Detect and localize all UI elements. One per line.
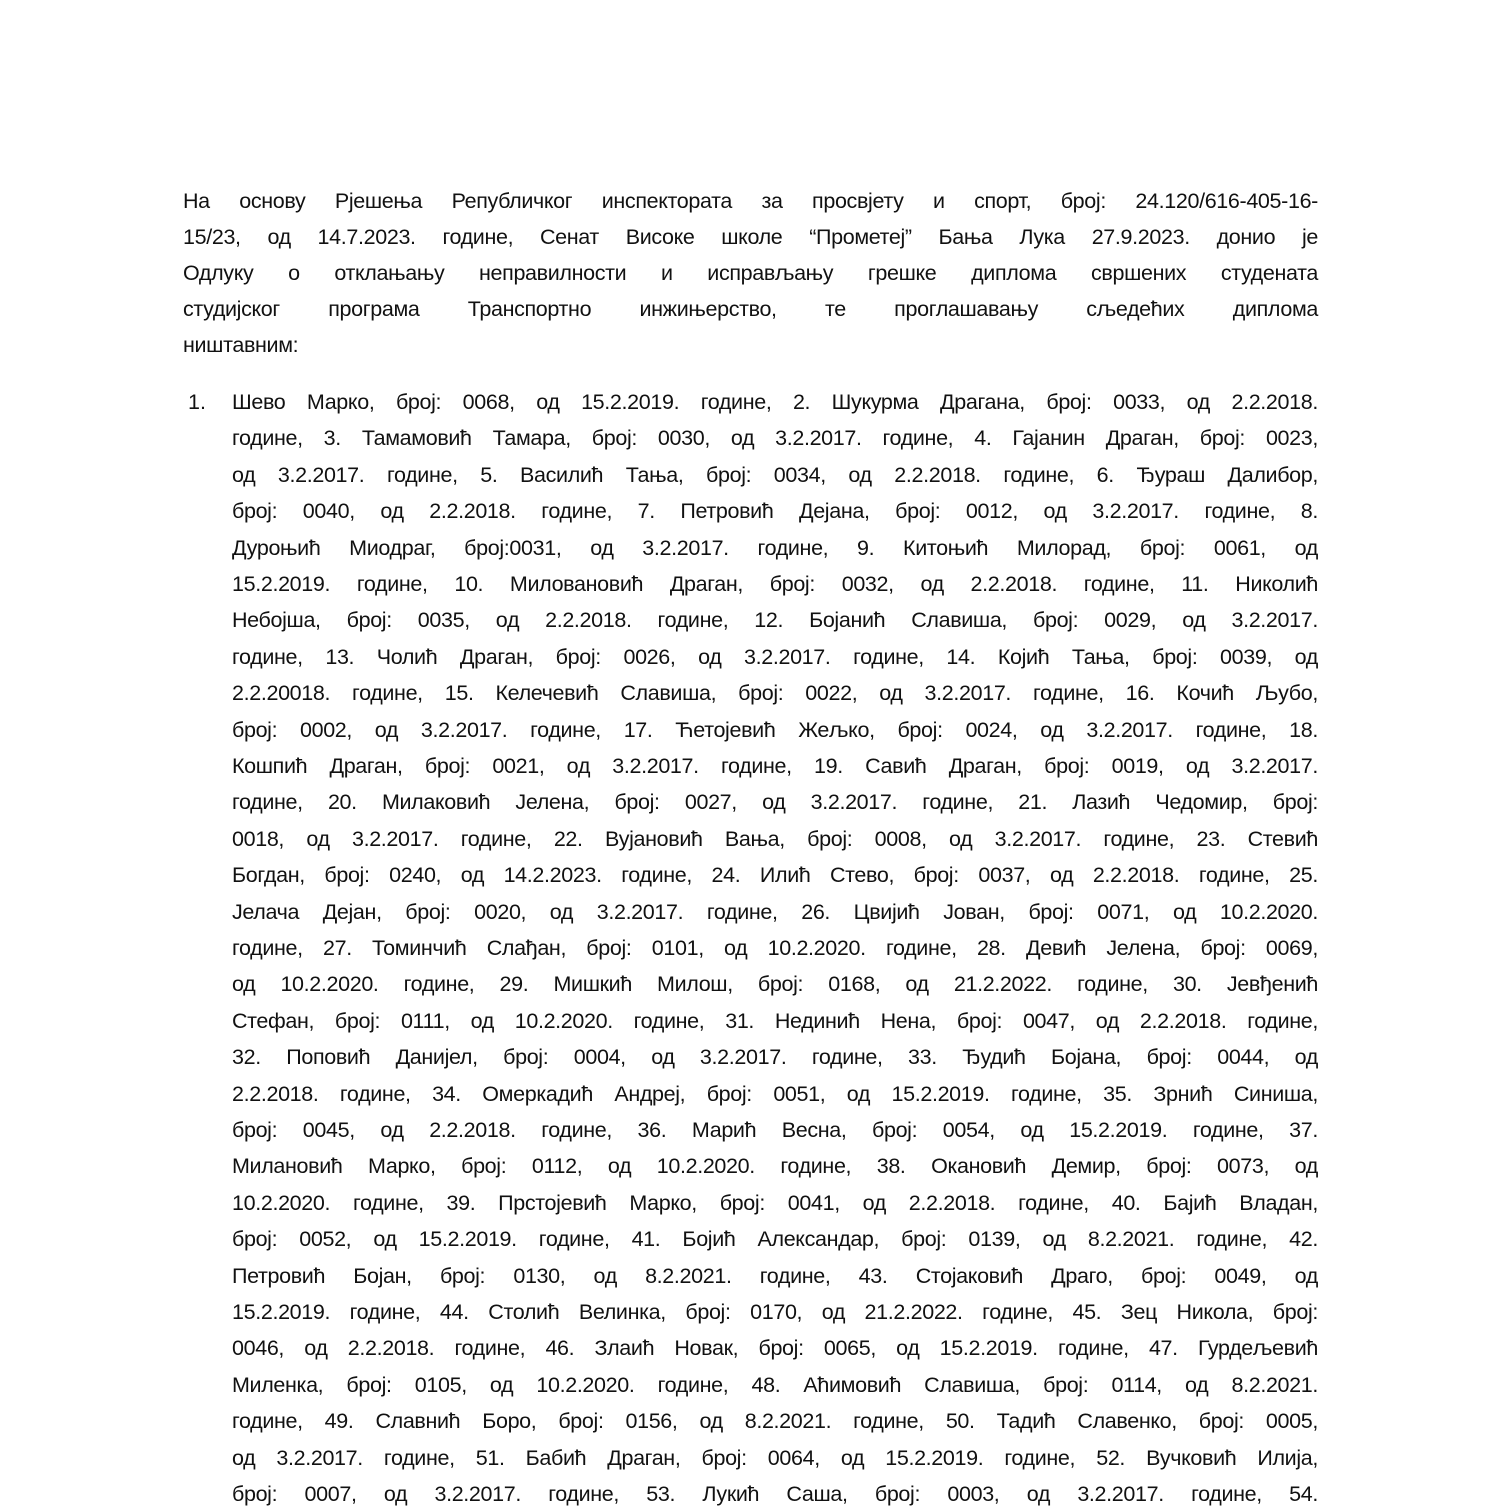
list-line: године, 49. Славнић Боро, број: 0156, од 8.2.2021. године, 50. Тадић Славенко, број: 0005, [232, 1409, 1318, 1434]
list-line: број: 0045, од 2.2.2018. године, 36. Марић Весна, број: 0054, од 15.2.2019. године, 37. [232, 1118, 1318, 1142]
list-line: 0046, од 2.2.2018. године, 46. Злаић Новак, број: 0065, од 15.2.2019. године, 47. Гурдељевић [232, 1336, 1318, 1361]
list-line: 2.2.20018. године, 15. Келечевић Славиша, број: 0022, од 3.2.2017. године, 16. Кочић Љубо, [232, 681, 1318, 706]
list-line: 32. Поповић Данијел, број: 0004, од 3.2.2017. године, 33. Ђудић Бојана, број: 0044, од [232, 1045, 1318, 1070]
list-line: Кошпић Драган, број: 0021, од 3.2.2017. године, 19. Савић Драган, број: 0019, од 3.2.2017. [232, 754, 1318, 778]
list-line: године, 13. Чолић Драган, број: 0026, од 3.2.2017. године, 14. Којић Тања, број: 0039, од [232, 644, 1318, 669]
list-line: Богдан, број: 0240, од 14.2.2023. године, 24. Илић Стево, број: 0037, од 2.2.2018. године, 25. [232, 863, 1318, 888]
list-line: године, 27. Томинчић Слађан, број: 0101, од 10.2.2020. године, 28. Девић Јелена, број: 0069, [232, 936, 1318, 960]
list-line: број: 0040, од 2.2.2018. године, 7. Петровић Дејана, број: 0012, од 3.2.2017. године, 8. [232, 499, 1318, 524]
list-line: број: 0007, од 3.2.2017. године, 53. Лукић Саша, број: 0003, од 3.2.2017. године, 54. [232, 1482, 1318, 1506]
list-line: 2.2.2018. године, 34. Омеркадић Андреј, број: 0051, од 15.2.2019. године, 35. Зрнић Синиша, [232, 1081, 1318, 1106]
list-line: 15.2.2019. године, 10. Миловановић Драган, број: 0032, од 2.2.2018. године, 11. Николић [232, 572, 1318, 596]
list-line: године, 20. Милаковић Јелена, број: 0027, од 3.2.2017. године, 21. Лазић Чедомир, број: [232, 790, 1318, 815]
intro-line: ништавним: [183, 333, 299, 357]
list-line: Небојша, број: 0035, од 2.2.2018. године, 12. Бојанић Славиша, број: 0029, од 3.2.2017. [232, 608, 1318, 633]
list-line: 10.2.2020. године, 39. Прстојевић Марко, број: 0041, од 2.2.2018. године, 40. Бајић Владан, [232, 1190, 1318, 1215]
list-number: 1. [188, 390, 206, 414]
list-line: Миленка, број: 0105, од 10.2.2020. године, 48. Аћимовић Славиша, број: 0114, од 8.2.2021. [232, 1372, 1318, 1397]
list-line: број: 0052, од 15.2.2019. године, 41. Бојић Александар, број: 0139, од 8.2.2021. године, 42. [232, 1227, 1318, 1252]
list-line: Стефан, број: 0111, од 10.2.2020. године, 31. Нединић Нена, број: 0047, од 2.2.2018. године, [232, 1008, 1318, 1033]
list-line: године, 3. Тамамовић Тамара, број: 0030, од 3.2.2017. године, 4. Гајанин Драган, број: 0023, [232, 426, 1318, 451]
list-line: број: 0002, од 3.2.2017. године, 17. Ћетојевић Жељко, број: 0024, од 3.2.2017. године, 18. [232, 717, 1318, 742]
intro-line: На основу Рјешења Републичког инспектората за просвјету и спорт, број: 24.120/616-405-16- [183, 189, 1318, 213]
intro-line: Одлуку о отклањању неправилности и исправљању грешке диплома свршених студената [183, 261, 1318, 285]
list-line: од 3.2.2017. године, 5. Василић Тања, број: 0034, од 2.2.2018. године, 6. Ђураш Далибор, [232, 462, 1318, 487]
list-line: од 10.2.2020. године, 29. Мишкић Милош, број: 0168, од 21.2.2022. године, 30. Јевђенић [232, 972, 1318, 997]
list-line: Дуроњић Миодраг, број:0031, од 3.2.2017. године, 9. Китоњић Милорад, број: 0061, од [232, 535, 1318, 560]
list-line: 15.2.2019. године, 44. Столић Велинка, број: 0170, од 21.2.2022. године, 45. Зец Никола, број: [232, 1300, 1318, 1324]
list-line: од 3.2.2017. године, 51. Бабић Драган, број: 0064, од 15.2.2019. године, 52. Вучковић Илија, [232, 1445, 1318, 1470]
list-line: Милановић Марко, број: 0112, од 10.2.2020. године, 38. Окановић Демир, број: 0073, од [232, 1154, 1318, 1179]
list-line: Петровић Бојан, број: 0130, од 8.2.2021. године, 43. Стојаковић Драго, број: 0049, од [232, 1263, 1318, 1288]
intro-line: студијског програма Транспортно инжињерство, те проглашавању сљедећих диплома [183, 297, 1318, 321]
intro-line: 15/23, од 14.7.2023. године, Сенат Високе школе “Прометеј” Бања Лука 27.9.2023. донио је [183, 225, 1318, 249]
list-line: Шево Марко, број: 0068, од 15.2.2019. године, 2. Шукурма Драгана, број: 0033, од 2.2.2018. [232, 390, 1318, 414]
list-line: 0018, од 3.2.2017. године, 22. Вујановић Вања, број: 0008, од 3.2.2017. године, 23. Стевић [232, 826, 1318, 851]
list-line: Јелача Дејан, број: 0020, од 3.2.2017. године, 26. Цвијић Јован, број: 0071, од 10.2.2020. [232, 899, 1318, 924]
